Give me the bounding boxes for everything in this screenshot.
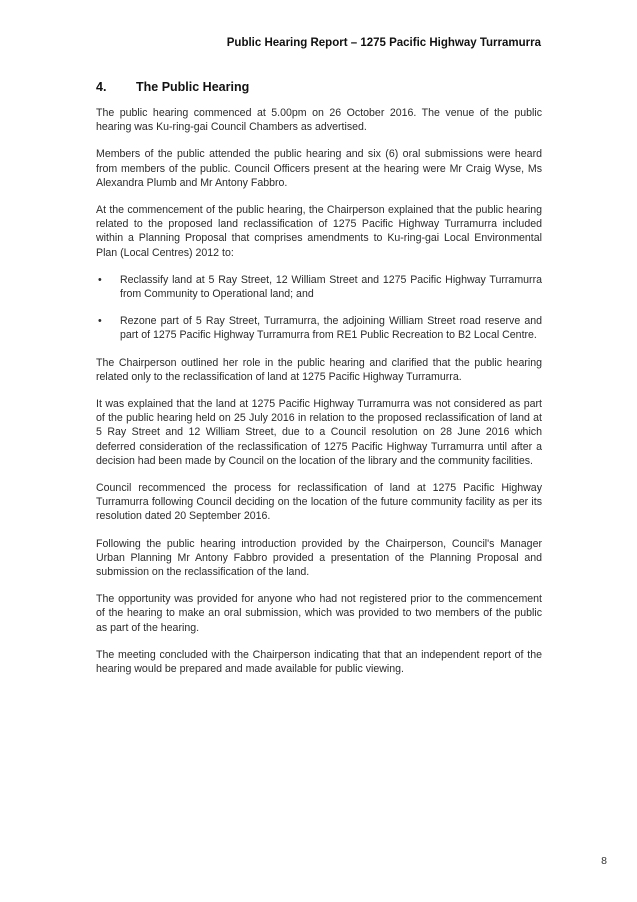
- paragraph-explanation: It was explained that the land at 1275 Pacific Highway Turramurra was not considered as part of the public hearing held on 25 July 2016 in relation to the proposed reclassification of land at 5 Ray Street and 12 William Street, due to a Council resolution on 28 June 2016 which deferred consideration of the reclassification of 1275 Pacific Highway Turramurra until after a decision had been made by Council on the location of the library and the community facilities.: [96, 398, 542, 467]
- section-title: The Public Hearing: [136, 80, 250, 94]
- section-number: 4.: [96, 80, 107, 94]
- paragraph-hearing-commenced: The public hearing commenced at 5.00pm on 26 October 2016. The venue of the public hearing was Ku-ring-gai Council Chambers as advertised.: [96, 107, 542, 134]
- bullet-marker: •: [98, 273, 102, 286]
- list-item-text: Rezone part of 5 Ray Street, Turramurra, the adjoining William Street road reserve and part of 1275 Pacific Highway Turramurra from RE1 Public Recreation to B2 Local Centre.: [120, 315, 542, 342]
- paragraph-conclusion: The meeting concluded with the Chairperson indicating that that an independent report of the hearing would be prepared and made available for public viewing.: [96, 648, 542, 676]
- paragraph-presentation: Following the public hearing introduction provided by the Chairperson, Council's Manager Urban Planning Mr Antony Fabbro provided a presentation of the Planning Proposal and submission on the reclassification of the land.: [96, 537, 542, 579]
- amendment-list: [96, 273, 542, 343]
- paragraph-commencement: At the commencement of the public hearing, the Chairperson explained that the public hearing related to the proposed land reclassification of 1275 Pacific Highway Turramurra included within a Planning Proposal that comprises amendments to Ku-ring-gai Local Environmental Plan (Local Centres) 2012 to:: [96, 204, 542, 259]
- paragraph-recommenced: Council recommenced the process for reclassification of land at 1275 Pacific Highway Turramurra following Council deciding on the location of the future community facility as per its resolution dated 20 September 2016.: [96, 482, 542, 523]
- paragraph-attendance: Members of the public attended the public hearing and six (6) oral submissions were heard from members of the public. Council Officers present at the hearing were Mr Craig Wyse, Ms Alexandra Plumb and Mr Antony Fabbro.: [96, 148, 542, 189]
- page-number: 8: [601, 855, 607, 867]
- paragraph-chairperson-role: The Chairperson outlined her role in the public hearing and clarified that the public hearing related only to the reclassification of land at 1275 Pacific Highway Turramurra.: [96, 356, 542, 383]
- bullet-marker: •: [98, 315, 102, 328]
- document-body: [96, 106, 542, 689]
- document-header-title: Public Hearing Report – 1275 Pacific Highway Turramurra: [226, 37, 541, 49]
- list-item-text: Reclassify land at 5 Ray Street, 12 William Street and 1275 Pacific Highway Turramurra from Community to Operational land; and: [120, 273, 542, 301]
- section-heading: [96, 80, 249, 94]
- list-item: [96, 273, 542, 301]
- paragraph-oral-submission: The opportunity was provided for anyone who had not registered prior to the commencement of the hearing to make an oral submission, which was provided to two members of the public as part of the hearing.: [96, 593, 542, 634]
- list-item: [96, 314, 542, 342]
